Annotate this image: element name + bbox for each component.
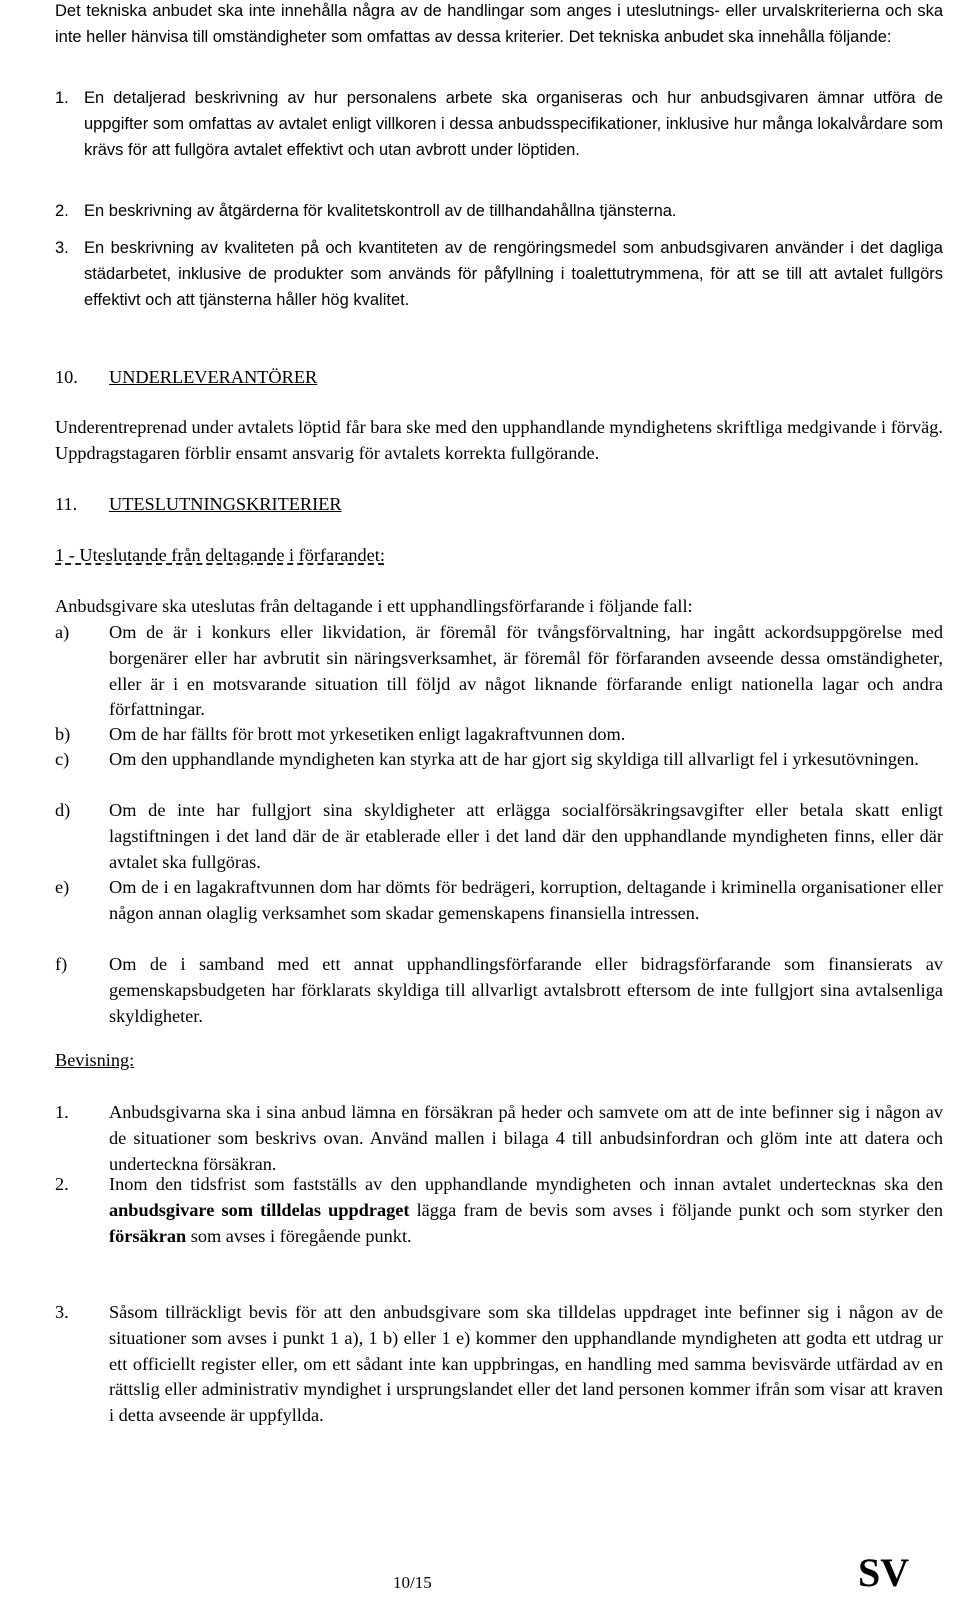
text-run: Inom den tidsfrist som fastställs av den upphandlande myndigheten och innan avtalet undertecknas ska den (109, 1174, 943, 1194)
list-item-number: b) (55, 724, 71, 744)
text-run: lägga fram de bevis som avses i följande punkt och som styrker den (409, 1199, 943, 1220)
list-item-number: e) (55, 877, 70, 897)
list-item-text: Anbudsgivarna ska i sina anbud lämna en försäkran på heder och samvete om att de inte befinner sig i någon av de situationer som beskrivs ovan. Använd mallen i bilaga 4 till anbudsinfordran och glöm inte att datera och underteckna försäkran. (109, 1102, 943, 1174)
list-item-text: Om de i samband med ett annat upphandlingsförfarande eller bidragsförfarande som finansierats av gemenskapsbudgeten har förklarats skyldiga till allvarligt avtalsbrott eftersom de inte fullgjort sina avtalsenliga skyldigheter. (109, 954, 943, 1026)
list-item (55, 722, 943, 748)
section-body: Underentreprenad under avtalets löptid får bara ske med den upphandlande myndighetens skriftliga medgivande i förväg. Uppdragstagaren förblir ensamt ansvarig för avtalets korrekta fullgörande. (55, 417, 943, 463)
list-item (55, 747, 943, 773)
section-number: 11. (55, 494, 78, 514)
lead-paragraph: Anbudsgivare ska uteslutas från deltagande i ett upphandlingsförfarande i följande fall: (55, 596, 693, 616)
list-item-number: 2. (55, 202, 69, 220)
language-code: SV (858, 1550, 910, 1595)
list-item-text: Om de i en lagakraftvunnen dom har dömts för bedrägeri, korruption, deltagande i kriminella organisationer eller någon annan olaglig verksamhet som skadar gemenskapens finansiella intressen. (109, 877, 943, 923)
list-item (55, 86, 943, 163)
list-item-text: Såsom tillräckligt bevis för att den anbudsgivare som ska tilldelas uppdraget inte befinner sig i någon av de situationer som avses i punkt 1 a), 1 b) eller 1 e) kommer den upphandlande myndigheten att godta ett utdrag ur ett officiellt register eller, om ett sådant inte kan uppbringas, en handling med samma bevisvärde utfärdad av en rättslig eller administrativ myndighet i ursprungslandet eller det land personen kommer ifrån som visar att kraven i detta avseende är uppfyllda. (109, 1302, 943, 1426)
list-item-number: d) (55, 800, 71, 820)
list-item (55, 875, 943, 927)
list-item-text: En beskrivning av kvaliteten på och kvantiteten av de rengöringsmedel som anbudsgivaren använder i det dagliga städarbetet, inklusive de produkter som används för påfyllning i toalettutrymmena, för att se till att avtalet fullgörs effektivt och att tjänsterna håller hög kvalitet. (84, 239, 943, 309)
page-number: 10/15 (393, 1573, 432, 1592)
list-item-number: f) (55, 954, 68, 974)
list-item-text: Om den upphandlande myndigheten kan styrka att de har gjort sig skyldiga till allvarligt fel i yrkesutövningen. (109, 749, 919, 769)
list-item-text: Om de är i konkurs eller likvidation, är föremål för tvångsförvaltning, har ingått ackordsuppgörelse med borgenärer eller har avbrutit sin näringsverksamhet, är föremål för förfaranden avseende dessa omständigheter, eller är i en motsvarande situation till följd av något liknande förfarande enligt nationella lagar och andra författningar. (109, 622, 943, 720)
section-title: UNDERLEVERANTÖRER (109, 367, 318, 387)
subheading-text: 1 - Uteslutande från deltagande i förfarandet: (55, 545, 385, 565)
list-item-text: En detaljerad beskrivning av hur personalens arbete ska organiseras och hur anbudsgivaren ämnar utföra de uppgifter som omfattas av avtalet enligt villkoren i dessa anbudsspecifikationer, inklusive hur många lokalvårdare som krävs för att fullgöra avtalet effektivt och utan avbrott under löptiden. (84, 89, 943, 159)
bold-text-run: försäkran (109, 1225, 187, 1246)
list-item-text: En beskrivning av åtgärderna för kvalitetskontroll av de tillhandahållna tjänsterna. (84, 202, 677, 220)
list-item-text: Om de inte har fullgjort sina skyldigheter att erlägga socialförsäkringsavgifter eller betala skatt enligt lagstiftningen i det land där de är etablerade eller i det land där den upphandlande myndigheten finns, eller där avtalet ska fullgöras. (109, 800, 943, 872)
list-item-number: 3. (55, 239, 69, 257)
list-item (55, 952, 943, 1029)
list-item (55, 236, 943, 313)
list-item (55, 1300, 943, 1429)
list-item-number: 1. (55, 89, 69, 107)
intro-paragraph: Det tekniska anbudet ska inte innehålla några av de handlingar som anges i uteslutnings- eller urvalskriterierna och ska inte heller hänvisa till omständigheter som omfattas av dessa kriterier. Det tekniska anbudet ska innehålla följande: (55, 2, 943, 46)
list-item (55, 798, 943, 875)
list-item (55, 620, 943, 723)
list-item-text: Om de har fällts för brott mot yrkesetiken enligt lagakraftvunnen dom. (109, 724, 626, 744)
list-item (55, 1100, 943, 1177)
list-item (55, 199, 943, 225)
list-item-number: c) (55, 749, 70, 769)
evidence-heading-text: Bevisning: (55, 1050, 135, 1070)
evidence-heading (55, 1048, 943, 1074)
subheading (55, 543, 943, 569)
section-title: UTESLUTNINGSKRITERIER (109, 494, 342, 514)
list-item-number: 1. (55, 1102, 69, 1122)
list-item-number: a) (55, 622, 70, 642)
text-run: som avses i föregående punkt. (186, 1225, 412, 1246)
bold-text-run: anbudsgivare som tilldelas uppdraget (109, 1199, 410, 1220)
list-item-text (109, 1172, 943, 1249)
list-item-number: 3. (55, 1302, 69, 1322)
section-number: 10. (55, 367, 78, 387)
list-item (55, 1172, 943, 1249)
list-item-number: 2. (55, 1174, 69, 1194)
